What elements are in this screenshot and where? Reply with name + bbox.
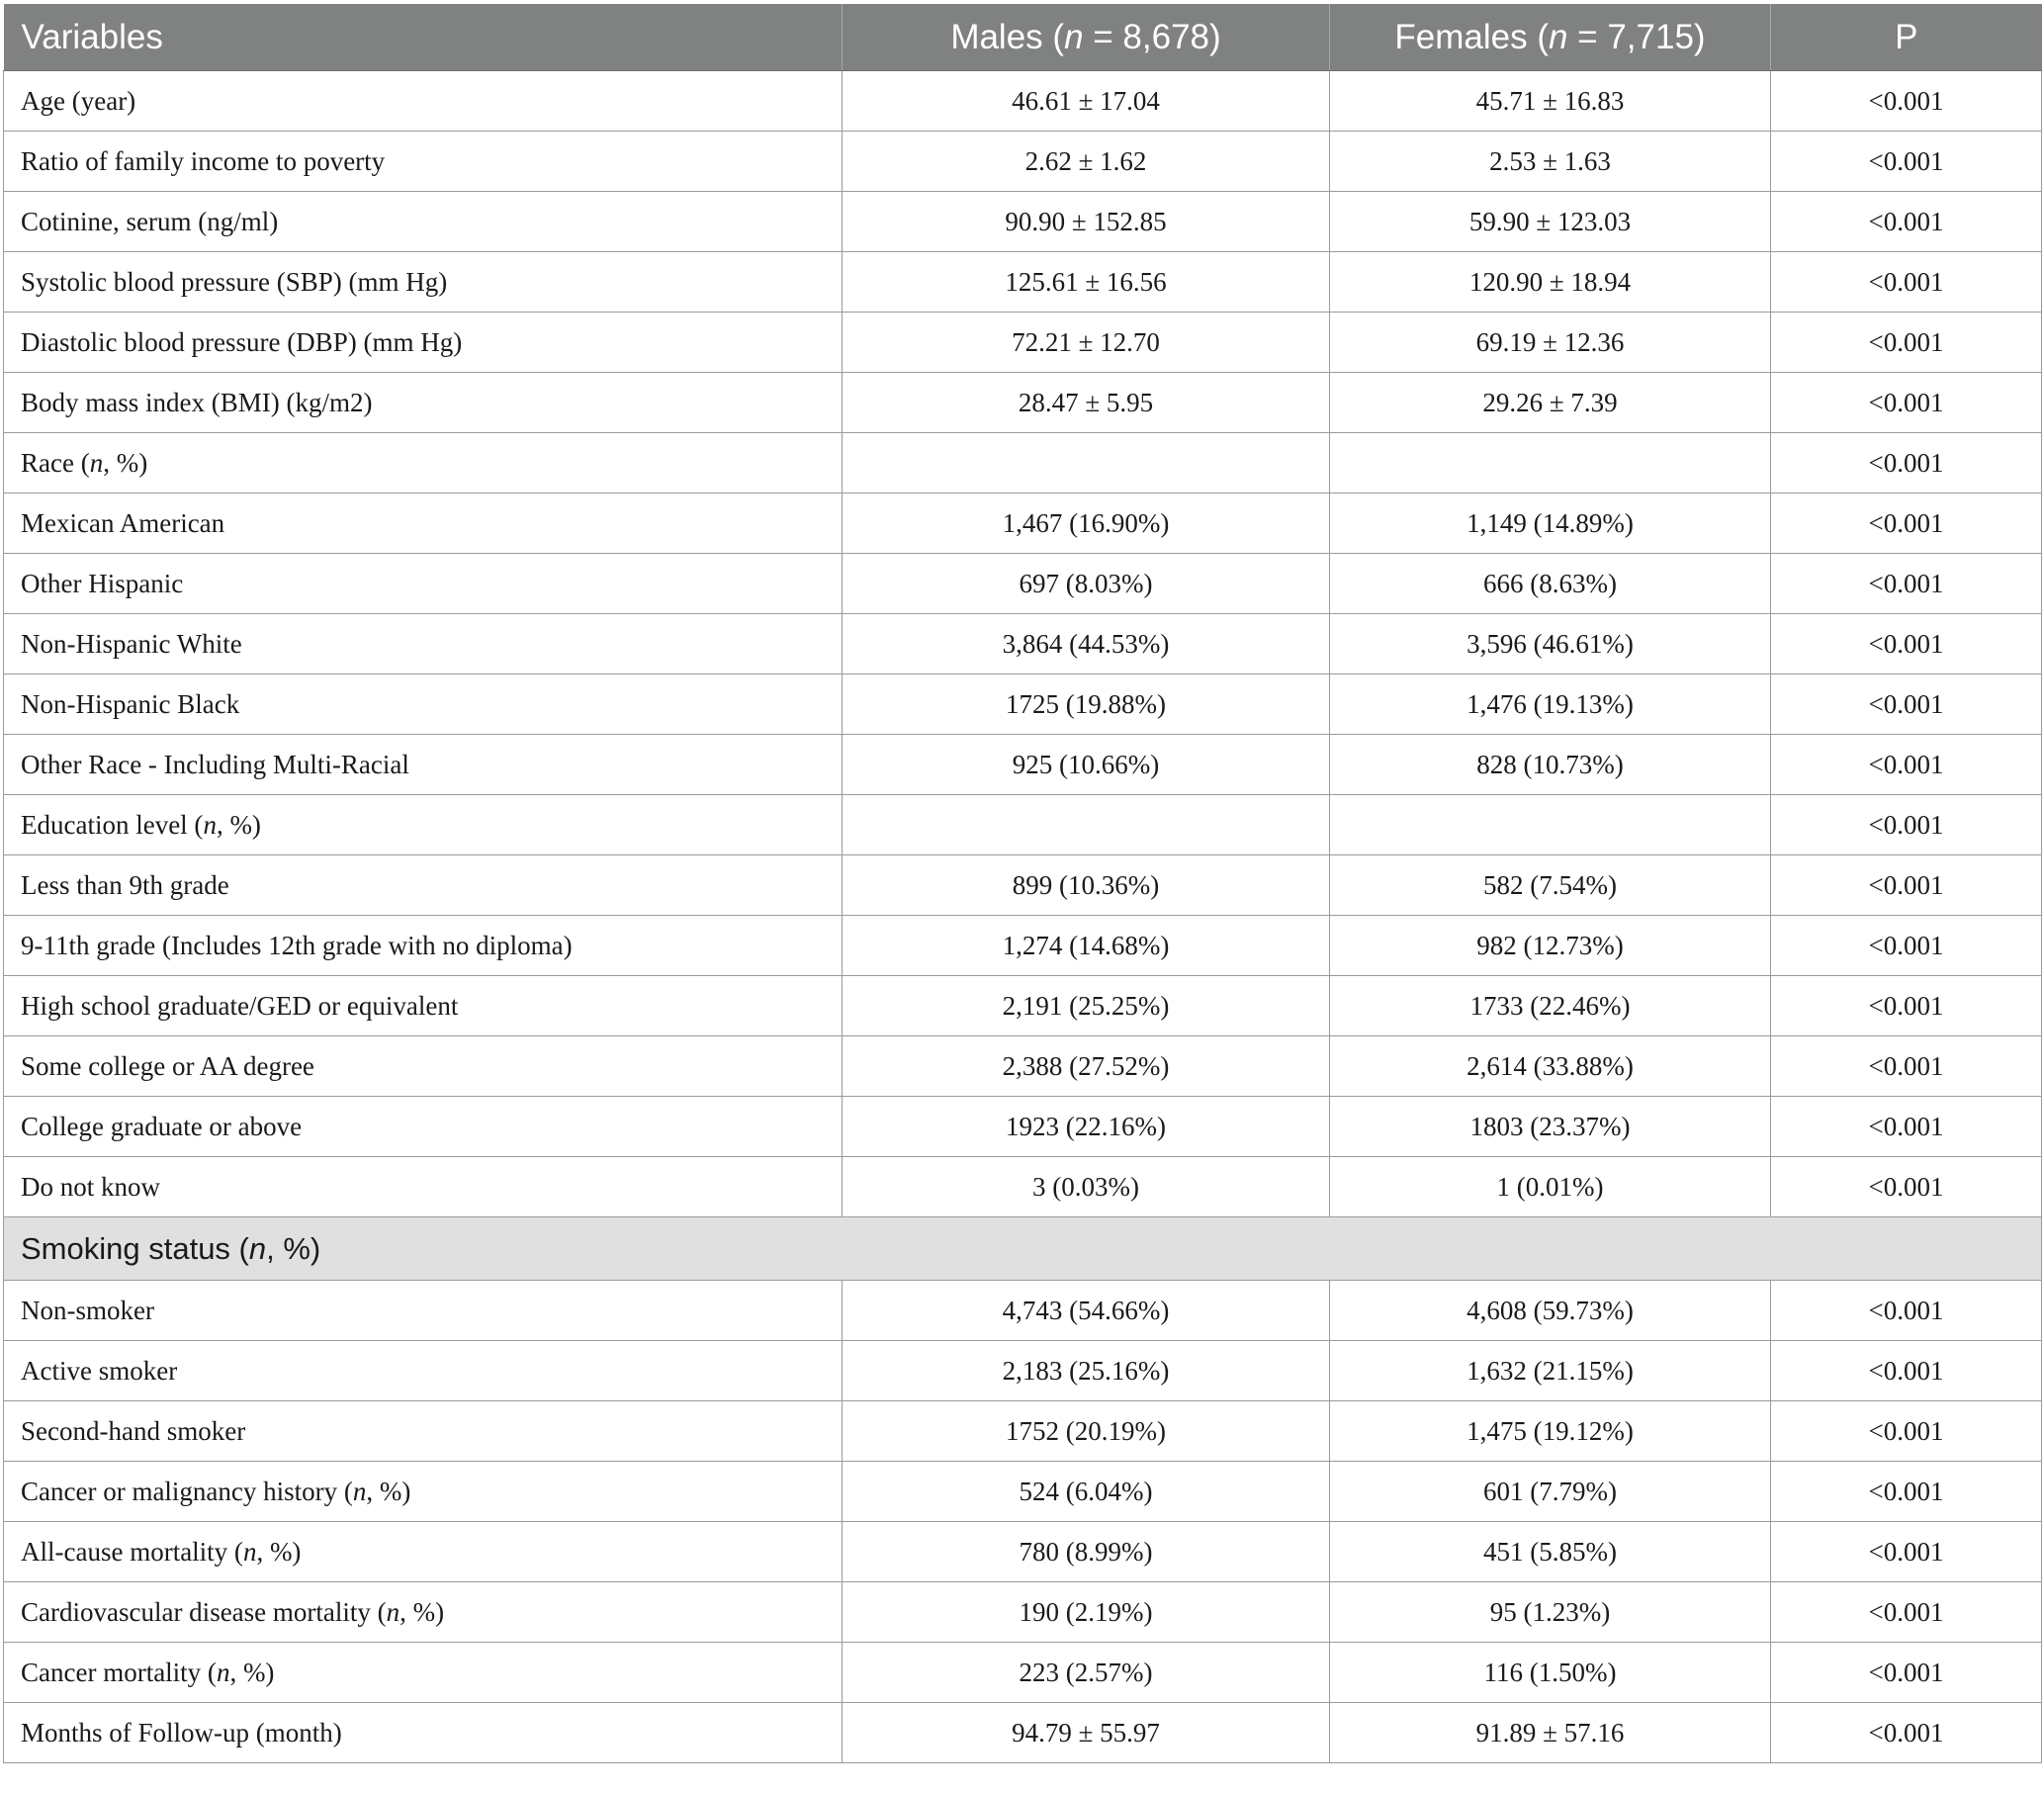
cell-males: 1923 (22.16%) — [843, 1097, 1330, 1157]
cell-males: 780 (8.99%) — [843, 1522, 1330, 1582]
table-row — [4, 433, 2042, 493]
cell-females: 582 (7.54%) — [1330, 855, 1771, 916]
table-row — [4, 1401, 2042, 1462]
table-row — [4, 493, 2042, 554]
cell-variable: Cotinine, serum (ng/ml) — [4, 192, 843, 252]
cell-variable: Non-smoker — [4, 1281, 843, 1341]
table-row — [4, 916, 2042, 976]
cell-variable — [4, 795, 843, 855]
variable-label-post: , %) — [400, 1596, 445, 1627]
table-row — [4, 373, 2042, 433]
header-males — [843, 4, 1330, 71]
cell-p-value: <0.001 — [1771, 1036, 2042, 1097]
cell-p-value: <0.001 — [1771, 976, 2042, 1036]
variable-label-italic: n — [216, 1657, 230, 1687]
header-males-n: n — [1064, 17, 1084, 56]
table-row — [4, 735, 2042, 795]
cell-p-value: <0.001 — [1771, 916, 2042, 976]
cell-p-value: <0.001 — [1771, 1401, 2042, 1462]
cell-p-value: <0.001 — [1771, 1341, 2042, 1401]
cell-females — [1330, 433, 1771, 493]
cell-variable: Age (year) — [4, 71, 843, 132]
table-row — [4, 1097, 2042, 1157]
variable-label-italic: n — [203, 809, 217, 840]
cell-males: 2.62 ± 1.62 — [843, 132, 1330, 192]
header-females-post: = 7,715) — [1567, 17, 1706, 56]
cell-males: 899 (10.36%) — [843, 855, 1330, 916]
variable-label-italic: n — [89, 447, 104, 478]
cell-variable: Non-Hispanic Black — [4, 674, 843, 735]
cell-males: 94.79 ± 55.97 — [843, 1703, 1330, 1763]
cell-females: 451 (5.85%) — [1330, 1522, 1771, 1582]
section-title-post: , %) — [266, 1230, 321, 1266]
table-row — [4, 1341, 2042, 1401]
cell-females: 828 (10.73%) — [1330, 735, 1771, 795]
cell-p-value: <0.001 — [1771, 735, 2042, 795]
cell-males: 28.47 ± 5.95 — [843, 373, 1330, 433]
cell-variable: Body mass index (BMI) (kg/m2) — [4, 373, 843, 433]
section-title-italic: n — [248, 1230, 267, 1266]
cell-p-value: <0.001 — [1771, 132, 2042, 192]
cell-males: 1752 (20.19%) — [843, 1401, 1330, 1462]
cell-p-value: <0.001 — [1771, 1157, 2042, 1217]
variable-label-post: , %) — [256, 1536, 302, 1567]
cell-variable — [4, 1462, 843, 1522]
cell-females: 601 (7.79%) — [1330, 1462, 1771, 1522]
variable-label-italic: n — [386, 1596, 400, 1627]
header-row — [4, 4, 2042, 71]
cell-females: 1,476 (19.13%) — [1330, 674, 1771, 735]
cell-p-value: <0.001 — [1771, 493, 2042, 554]
section-title — [4, 1217, 2042, 1281]
cell-variable: High school graduate/GED or equivalent — [4, 976, 843, 1036]
table-row — [4, 1582, 2042, 1643]
cell-variable: Systolic blood pressure (SBP) (mm Hg) — [4, 252, 843, 313]
cell-p-value: <0.001 — [1771, 1643, 2042, 1703]
cell-males: 190 (2.19%) — [843, 1582, 1330, 1643]
cell-variable: College graduate or above — [4, 1097, 843, 1157]
cell-females: 1,475 (19.12%) — [1330, 1401, 1771, 1462]
table-row — [4, 1643, 2042, 1703]
cell-variable — [4, 1522, 843, 1582]
table-row — [4, 1281, 2042, 1341]
cell-females: 4,608 (59.73%) — [1330, 1281, 1771, 1341]
cell-variable: Other Hispanic — [4, 554, 843, 614]
cell-females: 91.89 ± 57.16 — [1330, 1703, 1771, 1763]
header-females-n: n — [1548, 17, 1568, 56]
cell-females: 666 (8.63%) — [1330, 554, 1771, 614]
cell-variable: Second-hand smoker — [4, 1401, 843, 1462]
table-row — [4, 132, 2042, 192]
cell-males: 1725 (19.88%) — [843, 674, 1330, 735]
cell-variable: Diastolic blood pressure (DBP) (mm Hg) — [4, 313, 843, 373]
cell-males: 925 (10.66%) — [843, 735, 1330, 795]
header-males-post: = 8,678) — [1083, 17, 1221, 56]
header-females-pre: Females ( — [1394, 17, 1549, 56]
cell-males: 2,183 (25.16%) — [843, 1341, 1330, 1401]
cell-males — [843, 433, 1330, 493]
cell-p-value: <0.001 — [1771, 1582, 2042, 1643]
variable-label-post: , %) — [229, 1657, 275, 1687]
table-row — [4, 976, 2042, 1036]
cell-variable: Mexican American — [4, 493, 843, 554]
table-row — [4, 1522, 2042, 1582]
cell-females: 3,596 (46.61%) — [1330, 614, 1771, 674]
cell-variable — [4, 1582, 843, 1643]
section-row-smoking-status — [4, 1217, 2042, 1281]
cell-females: 45.71 ± 16.83 — [1330, 71, 1771, 132]
table-row — [4, 313, 2042, 373]
header-males-pre: Males ( — [950, 17, 1065, 56]
cell-p-value: <0.001 — [1771, 1462, 2042, 1522]
section-title-pre: Smoking status ( — [21, 1230, 249, 1266]
table-row — [4, 1036, 2042, 1097]
table-row — [4, 1703, 2042, 1763]
header-p: P — [1771, 4, 2042, 71]
variable-label-pre: Education level ( — [21, 809, 204, 840]
variable-label-post: , %) — [366, 1476, 411, 1506]
cell-females: 982 (12.73%) — [1330, 916, 1771, 976]
cell-females: 1733 (22.46%) — [1330, 976, 1771, 1036]
cell-p-value: <0.001 — [1771, 252, 2042, 313]
table-body — [4, 71, 2042, 1763]
cell-p-value: <0.001 — [1771, 1097, 2042, 1157]
table-row — [4, 554, 2042, 614]
cell-females: 29.26 ± 7.39 — [1330, 373, 1771, 433]
data-table — [3, 4, 2042, 1763]
cell-females: 116 (1.50%) — [1330, 1643, 1771, 1703]
cell-variable: Other Race - Including Multi-Racial — [4, 735, 843, 795]
variable-label-italic: n — [242, 1536, 257, 1567]
table-row — [4, 614, 2042, 674]
table-row — [4, 1157, 2042, 1217]
variable-label-pre: Cardiovascular disease mortality ( — [21, 1596, 387, 1627]
cell-p-value: <0.001 — [1771, 674, 2042, 735]
cell-females: 95 (1.23%) — [1330, 1582, 1771, 1643]
cell-variable: Months of Follow-up (month) — [4, 1703, 843, 1763]
cell-variable: 9-11th grade (Includes 12th grade with no diploma) — [4, 916, 843, 976]
cell-p-value: <0.001 — [1771, 71, 2042, 132]
cell-p-value: <0.001 — [1771, 1703, 2042, 1763]
table-row — [4, 252, 2042, 313]
cell-p-value: <0.001 — [1771, 614, 2042, 674]
cell-males: 4,743 (54.66%) — [843, 1281, 1330, 1341]
cell-males: 1,467 (16.90%) — [843, 493, 1330, 554]
cell-p-value: <0.001 — [1771, 373, 2042, 433]
cell-females: 1,632 (21.15%) — [1330, 1341, 1771, 1401]
cell-females: 120.90 ± 18.94 — [1330, 252, 1771, 313]
cell-p-value: <0.001 — [1771, 192, 2042, 252]
cell-females: 1 (0.01%) — [1330, 1157, 1771, 1217]
cell-females: 2.53 ± 1.63 — [1330, 132, 1771, 192]
cell-p-value: <0.001 — [1771, 313, 2042, 373]
cell-variable — [4, 1643, 843, 1703]
table-row — [4, 855, 2042, 916]
variable-label-post: , %) — [103, 447, 148, 478]
cell-variable: Non-Hispanic White — [4, 614, 843, 674]
cell-p-value: <0.001 — [1771, 855, 2042, 916]
cell-variable: Active smoker — [4, 1341, 843, 1401]
cell-males: 524 (6.04%) — [843, 1462, 1330, 1522]
cell-variable: Do not know — [4, 1157, 843, 1217]
table-header — [4, 4, 2042, 71]
cell-p-value: <0.001 — [1771, 554, 2042, 614]
variable-label-pre: Cancer or malignancy history ( — [21, 1476, 353, 1506]
cell-males: 3,864 (44.53%) — [843, 614, 1330, 674]
cell-females: 1803 (23.37%) — [1330, 1097, 1771, 1157]
variable-label-post: , %) — [216, 809, 261, 840]
cell-variable: Less than 9th grade — [4, 855, 843, 916]
table-row — [4, 674, 2042, 735]
variable-label-italic: n — [352, 1476, 367, 1506]
cell-males: 125.61 ± 16.56 — [843, 252, 1330, 313]
cell-males: 697 (8.03%) — [843, 554, 1330, 614]
header-variables: Variables — [4, 4, 843, 71]
cell-variable: Some college or AA degree — [4, 1036, 843, 1097]
cell-p-value: <0.001 — [1771, 795, 2042, 855]
cell-males — [843, 795, 1330, 855]
cell-males: 223 (2.57%) — [843, 1643, 1330, 1703]
cell-p-value: <0.001 — [1771, 1281, 2042, 1341]
variable-label-pre: All-cause mortality ( — [21, 1536, 243, 1567]
cell-males: 1,274 (14.68%) — [843, 916, 1330, 976]
table-row — [4, 1462, 2042, 1522]
cell-females: 59.90 ± 123.03 — [1330, 192, 1771, 252]
cell-females: 69.19 ± 12.36 — [1330, 313, 1771, 373]
cell-variable: Ratio of family income to poverty — [4, 132, 843, 192]
table-row — [4, 795, 2042, 855]
cell-males: 3 (0.03%) — [843, 1157, 1330, 1217]
cell-females: 1,149 (14.89%) — [1330, 493, 1771, 554]
cell-variable — [4, 433, 843, 493]
header-females — [1330, 4, 1771, 71]
variable-label-pre: Cancer mortality ( — [21, 1657, 217, 1687]
cell-males: 72.21 ± 12.70 — [843, 313, 1330, 373]
cell-males: 2,388 (27.52%) — [843, 1036, 1330, 1097]
cell-females: 2,614 (33.88%) — [1330, 1036, 1771, 1097]
cell-p-value: <0.001 — [1771, 1522, 2042, 1582]
variable-label-pre: Race ( — [21, 447, 90, 478]
cell-females — [1330, 795, 1771, 855]
cell-males: 46.61 ± 17.04 — [843, 71, 1330, 132]
table-row — [4, 192, 2042, 252]
cell-p-value: <0.001 — [1771, 433, 2042, 493]
table-row — [4, 71, 2042, 132]
cell-males: 90.90 ± 152.85 — [843, 192, 1330, 252]
cell-males: 2,191 (25.25%) — [843, 976, 1330, 1036]
